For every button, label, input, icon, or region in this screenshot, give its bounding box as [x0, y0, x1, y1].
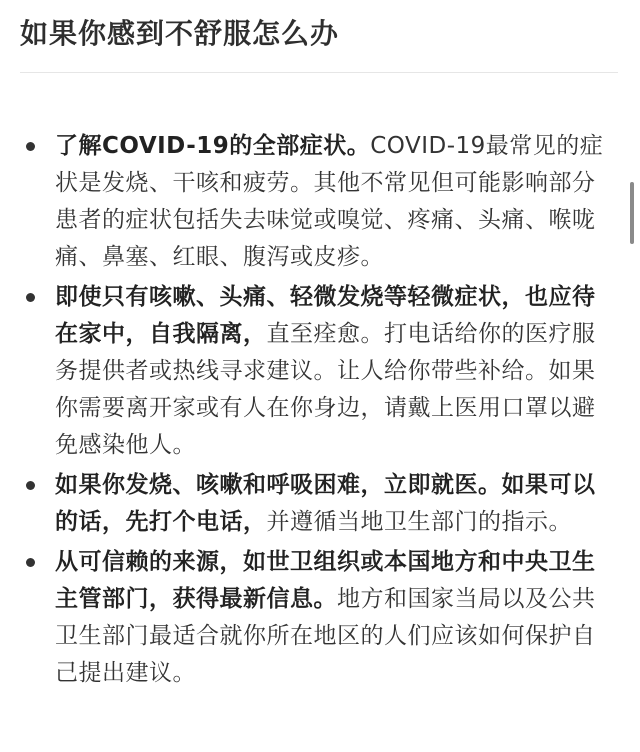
bullet-icon	[26, 142, 35, 151]
list-item	[0, 467, 620, 541]
list-item-bold: 了解COVID-19的全部症状。	[55, 133, 371, 159]
list-item	[0, 128, 620, 276]
bullet-icon	[26, 293, 35, 302]
list-item-bold: 如果你发烧、咳嗽和呼吸困难，立即就医。如果可以的话，先打个电话，	[55, 472, 596, 535]
symptom-advice-list	[0, 128, 620, 692]
list-item-text: COVID-19最常见的症状是发烧、干咳和疲劳。其他不常见但可能影响部分患者的症状包括失去味觉或嗅觉、疼痛、头痛、喉咙痛、鼻塞、红眼、腹泻或皮疹。	[55, 133, 604, 270]
list-item-text: 并遵循当地卫生部门的指示。	[266, 509, 572, 535]
bullet-icon	[26, 558, 35, 567]
bullet-icon	[26, 481, 35, 490]
list-item-text: 地方和国家当局以及公共卫生部门最适合就你所在地区的人们应该如何保护自己提出建议。	[55, 586, 596, 686]
scrollbar-thumb[interactable]	[630, 182, 634, 244]
title-divider	[20, 72, 618, 73]
list-item	[0, 544, 620, 692]
article-content	[0, 128, 620, 695]
list-item-bold: 即使只有咳嗽、头痛、轻微发烧等轻微症状，也应待在家中，自我隔离，	[55, 284, 596, 347]
page-title: 如果你感到不舒服怎么办	[20, 17, 340, 50]
list-item-text: 直至痊愈。打电话给你的医疗服务提供者或热线寻求建议。让人给你带些补给。如果你需要离开家或有人在你身边，请戴上医用口罩以避免感染他人。	[55, 321, 596, 458]
list-item	[0, 279, 620, 464]
list-item-bold: 从可信赖的来源，如世卫组织或本国地方和中央卫生主管部门，获得最新信息。	[55, 549, 596, 612]
